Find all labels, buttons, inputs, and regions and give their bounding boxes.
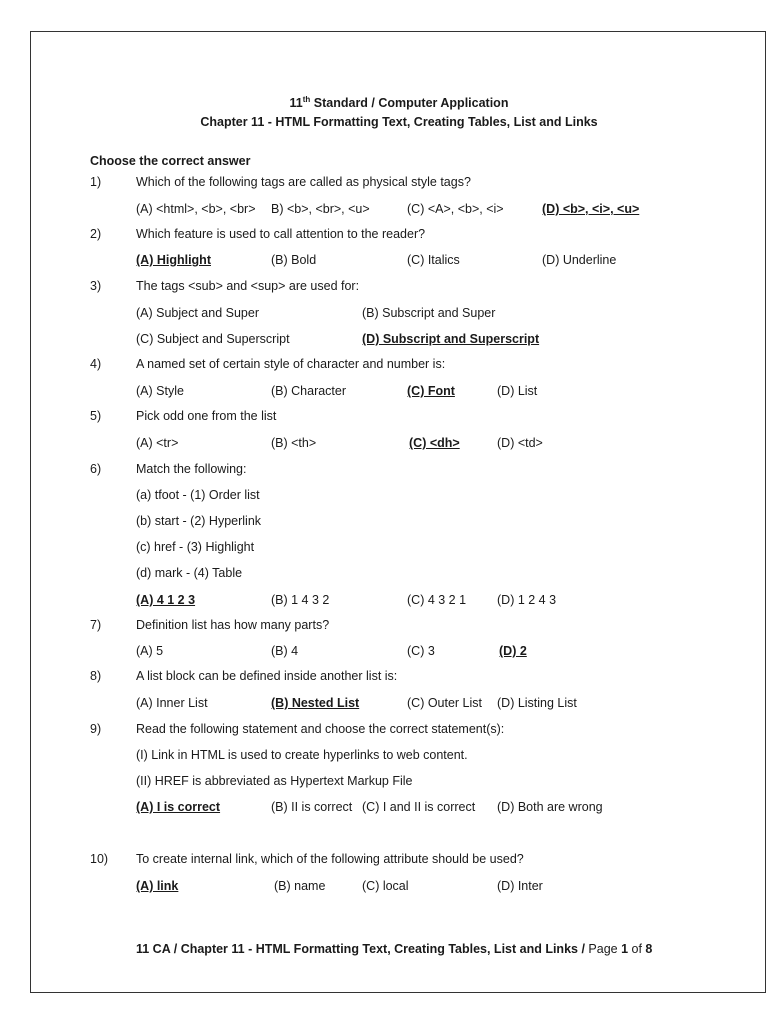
header-line-1: 11th Standard / Computer Application [289, 95, 509, 111]
question-text: Definition list has how many parts? [136, 618, 330, 632]
match-item: (b) start - (2) Hyperlink [136, 514, 262, 528]
option: (D) Both are wrong [497, 800, 603, 814]
question-number: 10) [90, 852, 109, 866]
option: (D) 1 2 4 3 [497, 593, 557, 607]
question-text: Read the following statement and choose the correct statement(s): [136, 722, 505, 736]
instruction: Choose the correct answer [90, 154, 251, 168]
match-item: (c) href - (3) Highlight [136, 540, 255, 554]
question-number: 9) [90, 722, 102, 736]
correct-option: (D) 2 [499, 644, 527, 658]
option: B) <b>, <br>, <u> [271, 202, 370, 216]
option: (D) Underline [542, 253, 617, 267]
option: (B) <th> [271, 436, 317, 450]
option: (B) II is correct [271, 800, 353, 814]
option: (A) Subject and Super [136, 306, 259, 320]
correct-option: (D) Subscript and Superscript [362, 332, 540, 346]
question-number: 5) [90, 409, 102, 423]
option: (C) <A>, <b>, <i> [407, 202, 504, 216]
correct-option: (A) link [136, 879, 179, 893]
option: (B) 1 4 3 2 [271, 593, 330, 607]
option: (C) 4 3 2 1 [407, 593, 467, 607]
option: (C) I and II is correct [362, 800, 476, 814]
option: (C) 3 [407, 644, 435, 658]
option: (A) Inner List [136, 696, 208, 710]
option: (D) Inter [497, 879, 543, 893]
question-text: A list block can be defined inside another list is: [136, 669, 398, 683]
match-item: (a) tfoot - (1) Order list [136, 488, 260, 502]
option: (A) <html>, <b>, <br> [136, 202, 256, 216]
option: (D) <td> [497, 436, 543, 450]
question-number: 3) [90, 279, 102, 293]
correct-option: (A) Highlight [136, 253, 211, 267]
question-text: The tags <sub> and <sup> are used for: [136, 279, 360, 293]
correct-option: (A) 4 1 2 3 [136, 593, 196, 607]
header-line-2: Chapter 11 - HTML Formatting Text, Creating Tables, List and Links [200, 115, 598, 129]
option: (B) Subscript and Super [362, 306, 496, 320]
option: (C) Italics [407, 253, 460, 267]
statement: (I) Link in HTML is used to create hyperlinks to web content. [136, 748, 468, 762]
option: (B) Character [271, 384, 347, 398]
question-number: 6) [90, 462, 102, 476]
option: (D) List [497, 384, 538, 398]
option: (C) Subject and Superscript [136, 332, 290, 346]
question-number: 8) [90, 669, 102, 683]
question-text: Which of the following tags are called as physical style tags? [136, 175, 471, 189]
option: (A) Style [136, 384, 184, 398]
option: (B) name [274, 879, 326, 893]
question-text: Pick odd one from the list [136, 409, 277, 423]
question-number: 7) [90, 618, 102, 632]
statement: (II) HREF is abbreviated as Hypertext Markup File [136, 774, 413, 788]
question-text: Which feature is used to call attention to the reader? [136, 227, 426, 241]
option: (A) <tr> [136, 436, 179, 450]
option: (A) 5 [136, 644, 164, 658]
question-text: Match the following: [136, 462, 247, 476]
option: (C) local [362, 879, 409, 893]
question-number: 4) [90, 357, 102, 371]
document-page [30, 31, 766, 993]
question-text: To create internal link, which of the following attribute should be used? [136, 852, 524, 866]
question-text: A named set of certain style of character and number is: [136, 357, 446, 371]
correct-option: (A) I is correct [136, 800, 221, 814]
option: (B) Bold [271, 253, 317, 267]
correct-option: (B) Nested List [271, 696, 360, 710]
option: (C) Outer List [407, 696, 483, 710]
match-item: (d) mark - (4) Table [136, 566, 243, 580]
correct-option: (D) <b>, <i>, <u> [542, 202, 640, 216]
correct-option: (C) <dh> [409, 436, 460, 450]
question-number: 1) [90, 175, 102, 189]
page-footer: 11 CA / Chapter 11 - HTML Formatting Text, Creating Tables, List and Links / Page 1 of 8 [136, 942, 653, 956]
correct-option: (C) Font [407, 384, 455, 398]
option: (B) 4 [271, 644, 299, 658]
option: (D) Listing List [497, 696, 577, 710]
question-number: 2) [90, 227, 102, 241]
